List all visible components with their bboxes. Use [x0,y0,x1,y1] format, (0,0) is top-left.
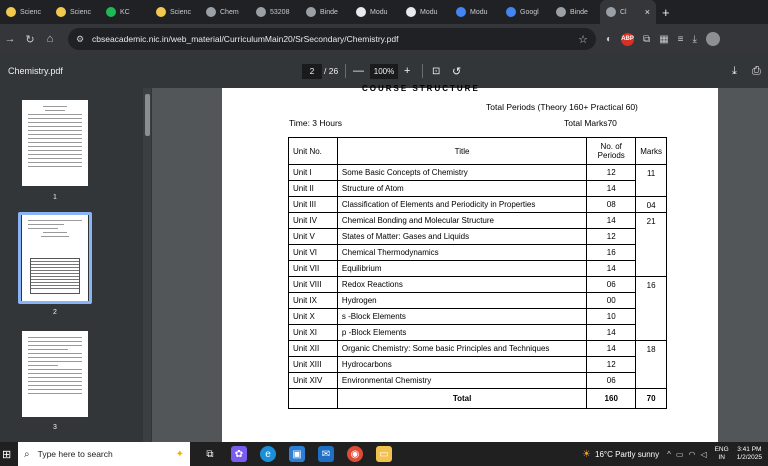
tab-label: Binde [570,8,588,16]
new-tab-button[interactable]: + [662,4,670,20]
lang-top: ENG [714,446,729,453]
periods-cell: 06 [587,277,636,293]
thumbnail-page-number: 3 [53,424,57,431]
periods-cell: 14 [587,341,636,357]
unit-cell: Unit XI [289,325,338,341]
pdf-viewer[interactable] [152,84,768,442]
pdf-title: Chemistry.pdf [8,66,63,76]
zoom-input[interactable]: 100% [370,64,398,79]
browser-tab[interactable] [450,0,500,24]
weather-widget[interactable] [582,449,659,460]
extensions-icon[interactable]: ⧉ [643,33,651,45]
address-bar [0,24,768,54]
table-header-row [289,138,667,165]
globe-icon [606,7,616,17]
globe-icon [206,7,216,17]
bookmark-star-icon[interactable]: ☆ [578,33,588,46]
taskbar [0,442,768,466]
total-marks-text: Total Marks70 [564,118,617,128]
marks-cell: 18 [636,341,667,389]
title-cell: s -Block Elements [337,309,586,325]
title-cell: Organic Chemistry: Some basic Principles and Techniques [337,341,586,357]
language-indicator[interactable] [715,446,729,462]
periods-cell: 16 [587,245,636,261]
system-tray [582,446,762,462]
toolbar-divider [345,64,346,78]
unit-cell: Unit XIV [289,373,338,389]
cut-off-heading: COURSE STRUCTURE [362,84,480,93]
title-cell: Hydrocarbons [337,357,586,373]
browser-tab[interactable] [400,0,450,24]
app-icon [356,7,366,17]
total-label: Total [337,389,586,409]
unit-cell: Unit IV [289,213,338,229]
task-view-icon[interactable]: ⧉ [206,448,214,460]
header-unit: Unit No. [289,138,338,165]
title-cell: Hydrogen [337,293,586,309]
zoom-out-button[interactable]: — [353,65,364,77]
hotstar-icon [56,7,66,17]
tab-label: Scienc [20,8,42,16]
browser-tab[interactable] [200,0,250,24]
pinned-apps [202,446,392,462]
periods-cell: 14 [587,181,636,197]
chevron-up-icon[interactable]: ^ [667,449,671,459]
browser-tab[interactable] [50,0,100,24]
globe-icon [556,7,566,17]
table-row [289,277,667,293]
tab-label: Scienc [170,8,192,16]
unit-cell: Unit XIII [289,357,338,373]
marks-cell: 04 [636,197,667,213]
reload-icon[interactable]: ↻ [25,33,35,46]
clock-date: 1/2/2025 [736,454,762,461]
toolbar-divider [422,64,423,78]
table-row [289,197,667,213]
table-row [289,261,667,277]
periods-cell: 10 [587,309,636,325]
unit-cell: Unit X [289,309,338,325]
omnibox[interactable] [68,28,596,50]
periods-cell: 14 [587,213,636,229]
print-icon[interactable]: ⎙ [752,64,761,77]
pdf-page [222,84,718,442]
translate-icon[interactable]: ◐ [606,33,613,45]
table-row [289,309,667,325]
marks-cell: 16 [636,277,667,341]
fit-page-icon[interactable]: ⊡ [432,65,441,77]
download-icon[interactable]: ⤓ [692,33,697,45]
search-icon: ⌕ [24,448,30,460]
thumbnail-page-number: 1 [53,194,57,201]
thumbnail-sidebar [0,88,152,442]
periods-cell: 06 [587,373,636,389]
table-row [289,245,667,261]
tab-label: Modu [470,8,488,16]
browser-tab[interactable] [0,0,50,24]
mail-icon[interactable]: ✉ [318,446,334,462]
globe-icon [256,7,266,17]
title-cell: Redox Reactions [337,277,586,293]
reading-list-icon[interactable]: ≡ [677,33,684,45]
home-icon[interactable]: ⌂ [46,33,54,45]
weather-text: 16°C Partly sunny [595,449,660,459]
sidebar-scrollbar[interactable] [143,88,151,442]
search-highlight-icon[interactable]: ✦ [175,448,184,460]
sidebar-scrollbar-thumb[interactable] [145,94,150,136]
periods-cell: 14 [587,261,636,277]
total-row [289,389,667,409]
periods-cell: 08 [587,197,636,213]
tab-label: Binde [320,8,338,16]
drive-icon [506,7,516,17]
tab-strip [0,0,768,24]
browser-tab[interactable] [350,0,400,24]
periods-cell: 00 [587,293,636,309]
unit-cell: Unit IX [289,293,338,309]
hotstar-icon [156,7,166,17]
total-periods-text: Total Periods (Theory 160+ Practical 60) [486,102,638,112]
header-marks: Marks [636,138,667,165]
screenshot-icon[interactable]: ▦ [659,33,669,45]
copilot-icon[interactable]: ✿ [231,446,247,462]
page-number-input[interactable]: 2 [302,64,322,79]
marks-cell: 11 [636,165,667,197]
search-placeholder: Type here to search [37,449,113,459]
profile-avatar[interactable] [706,32,720,46]
table-row [289,165,667,181]
title-cell: Equilibrium [337,261,586,277]
table-row [289,213,667,229]
browser-tab[interactable] [300,0,350,24]
tab-label: Modu [420,8,438,16]
tab-label: Cl [620,8,627,16]
header-periods: No. of Periods [587,138,636,165]
close-tab-icon[interactable]: × [644,7,650,17]
start-icon[interactable]: ⊞ [2,448,12,461]
browser-tab[interactable] [250,0,300,24]
lang-bottom: IN [718,454,725,461]
edge-icon[interactable]: e [260,446,276,462]
volume-icon[interactable]: ◁ [700,449,707,459]
extensions-area [606,32,720,46]
tab-list [0,0,656,24]
table-row [289,181,667,197]
download-pdf-icon[interactable]: ⤓ [732,64,737,77]
course-structure-table [288,137,667,409]
unit-cell: Unit VII [289,261,338,277]
title-cell: p -Block Elements [337,325,586,341]
table-row [289,373,667,389]
page-total: / 26 [324,66,339,76]
total-empty-cell [289,389,338,409]
table-row [289,229,667,245]
periods-cell: 12 [587,357,636,373]
browser-tab[interactable] [150,0,200,24]
time-text: Time: 3 Hours [289,118,343,128]
unit-cell: Unit XII [289,341,338,357]
browser-tab[interactable] [550,0,600,24]
site-info-icon[interactable]: ⚙ [76,33,85,44]
tab-label: Googl [520,8,539,16]
title-cell: Structure of Atom [337,181,586,197]
unit-cell: Unit VIII [289,277,338,293]
unit-cell: Unit III [289,197,338,213]
adblock-icon[interactable]: ABP [621,33,634,46]
tray-icons [667,450,706,459]
thumbnail-page-number: 2 [53,309,57,316]
back-icon[interactable]: → [4,33,16,45]
hotstar-icon [6,7,16,17]
unit-cell: Unit I [289,165,338,181]
periods-cell: 12 [587,229,636,245]
clock[interactable] [737,446,762,462]
rotate-icon[interactable]: ↺ [452,65,462,78]
unit-cell: Unit VI [289,245,338,261]
chrome-icon[interactable]: ◉ [347,446,363,462]
table-row [289,357,667,373]
total-marks: 70 [636,389,667,409]
wifi-icon[interactable]: ◠ [688,449,696,459]
periods-cell: 12 [587,165,636,181]
book-icon [406,7,416,17]
drive-icon [456,7,466,17]
title-cell: Chemical Thermodynamics [337,245,586,261]
title-cell: Environmental Chemistry [337,373,586,389]
title-cell: Some Basic Concepts of Chemistry [337,165,586,181]
globe-icon [306,7,316,17]
tab-label: Scienc [70,8,92,16]
page-thumbnail[interactable] [22,331,88,417]
file-explorer-icon[interactable]: ▭ [376,446,392,462]
browser-tab[interactable] [500,0,550,24]
tab-label: Chem [220,8,239,16]
battery-icon[interactable]: ▭ [675,449,684,459]
header-title: Title [337,138,586,165]
weather-icon: ☀ [582,448,591,460]
table-row [289,293,667,309]
page-thumbnail[interactable] [22,100,88,186]
tab-label: Modu [370,8,388,16]
title-cell: Classification of Elements and Periodicity in Properties [337,197,586,213]
tab-label: 53208 [270,8,290,16]
unit-cell: Unit II [289,181,338,197]
total-periods: 160 [587,389,636,409]
table-row [289,341,667,357]
browser-tab[interactable] [600,0,656,24]
title-cell: States of Matter: Gases and Liquids [337,229,586,245]
taskbar-search[interactable] [18,442,190,466]
title-cell: Chemical Bonding and Molecular Structure [337,213,586,229]
zoom-in-button[interactable]: + [404,65,411,77]
tab-label: KC [120,8,130,16]
browser-tab[interactable] [100,0,150,24]
store-icon[interactable]: ▣ [289,446,305,462]
marks-cell: 21 [636,213,667,277]
url-text[interactable]: cbseacademic.nic.in/web_material/CurriculumMain20/SrSecondary/Chemistry.pdf [92,34,399,44]
table-row [289,325,667,341]
thumbnail-table [30,258,80,294]
spotify-icon [106,7,116,17]
clock-time: 3:41 PM [737,446,762,453]
unit-cell: Unit V [289,229,338,245]
periods-cell: 14 [587,325,636,341]
